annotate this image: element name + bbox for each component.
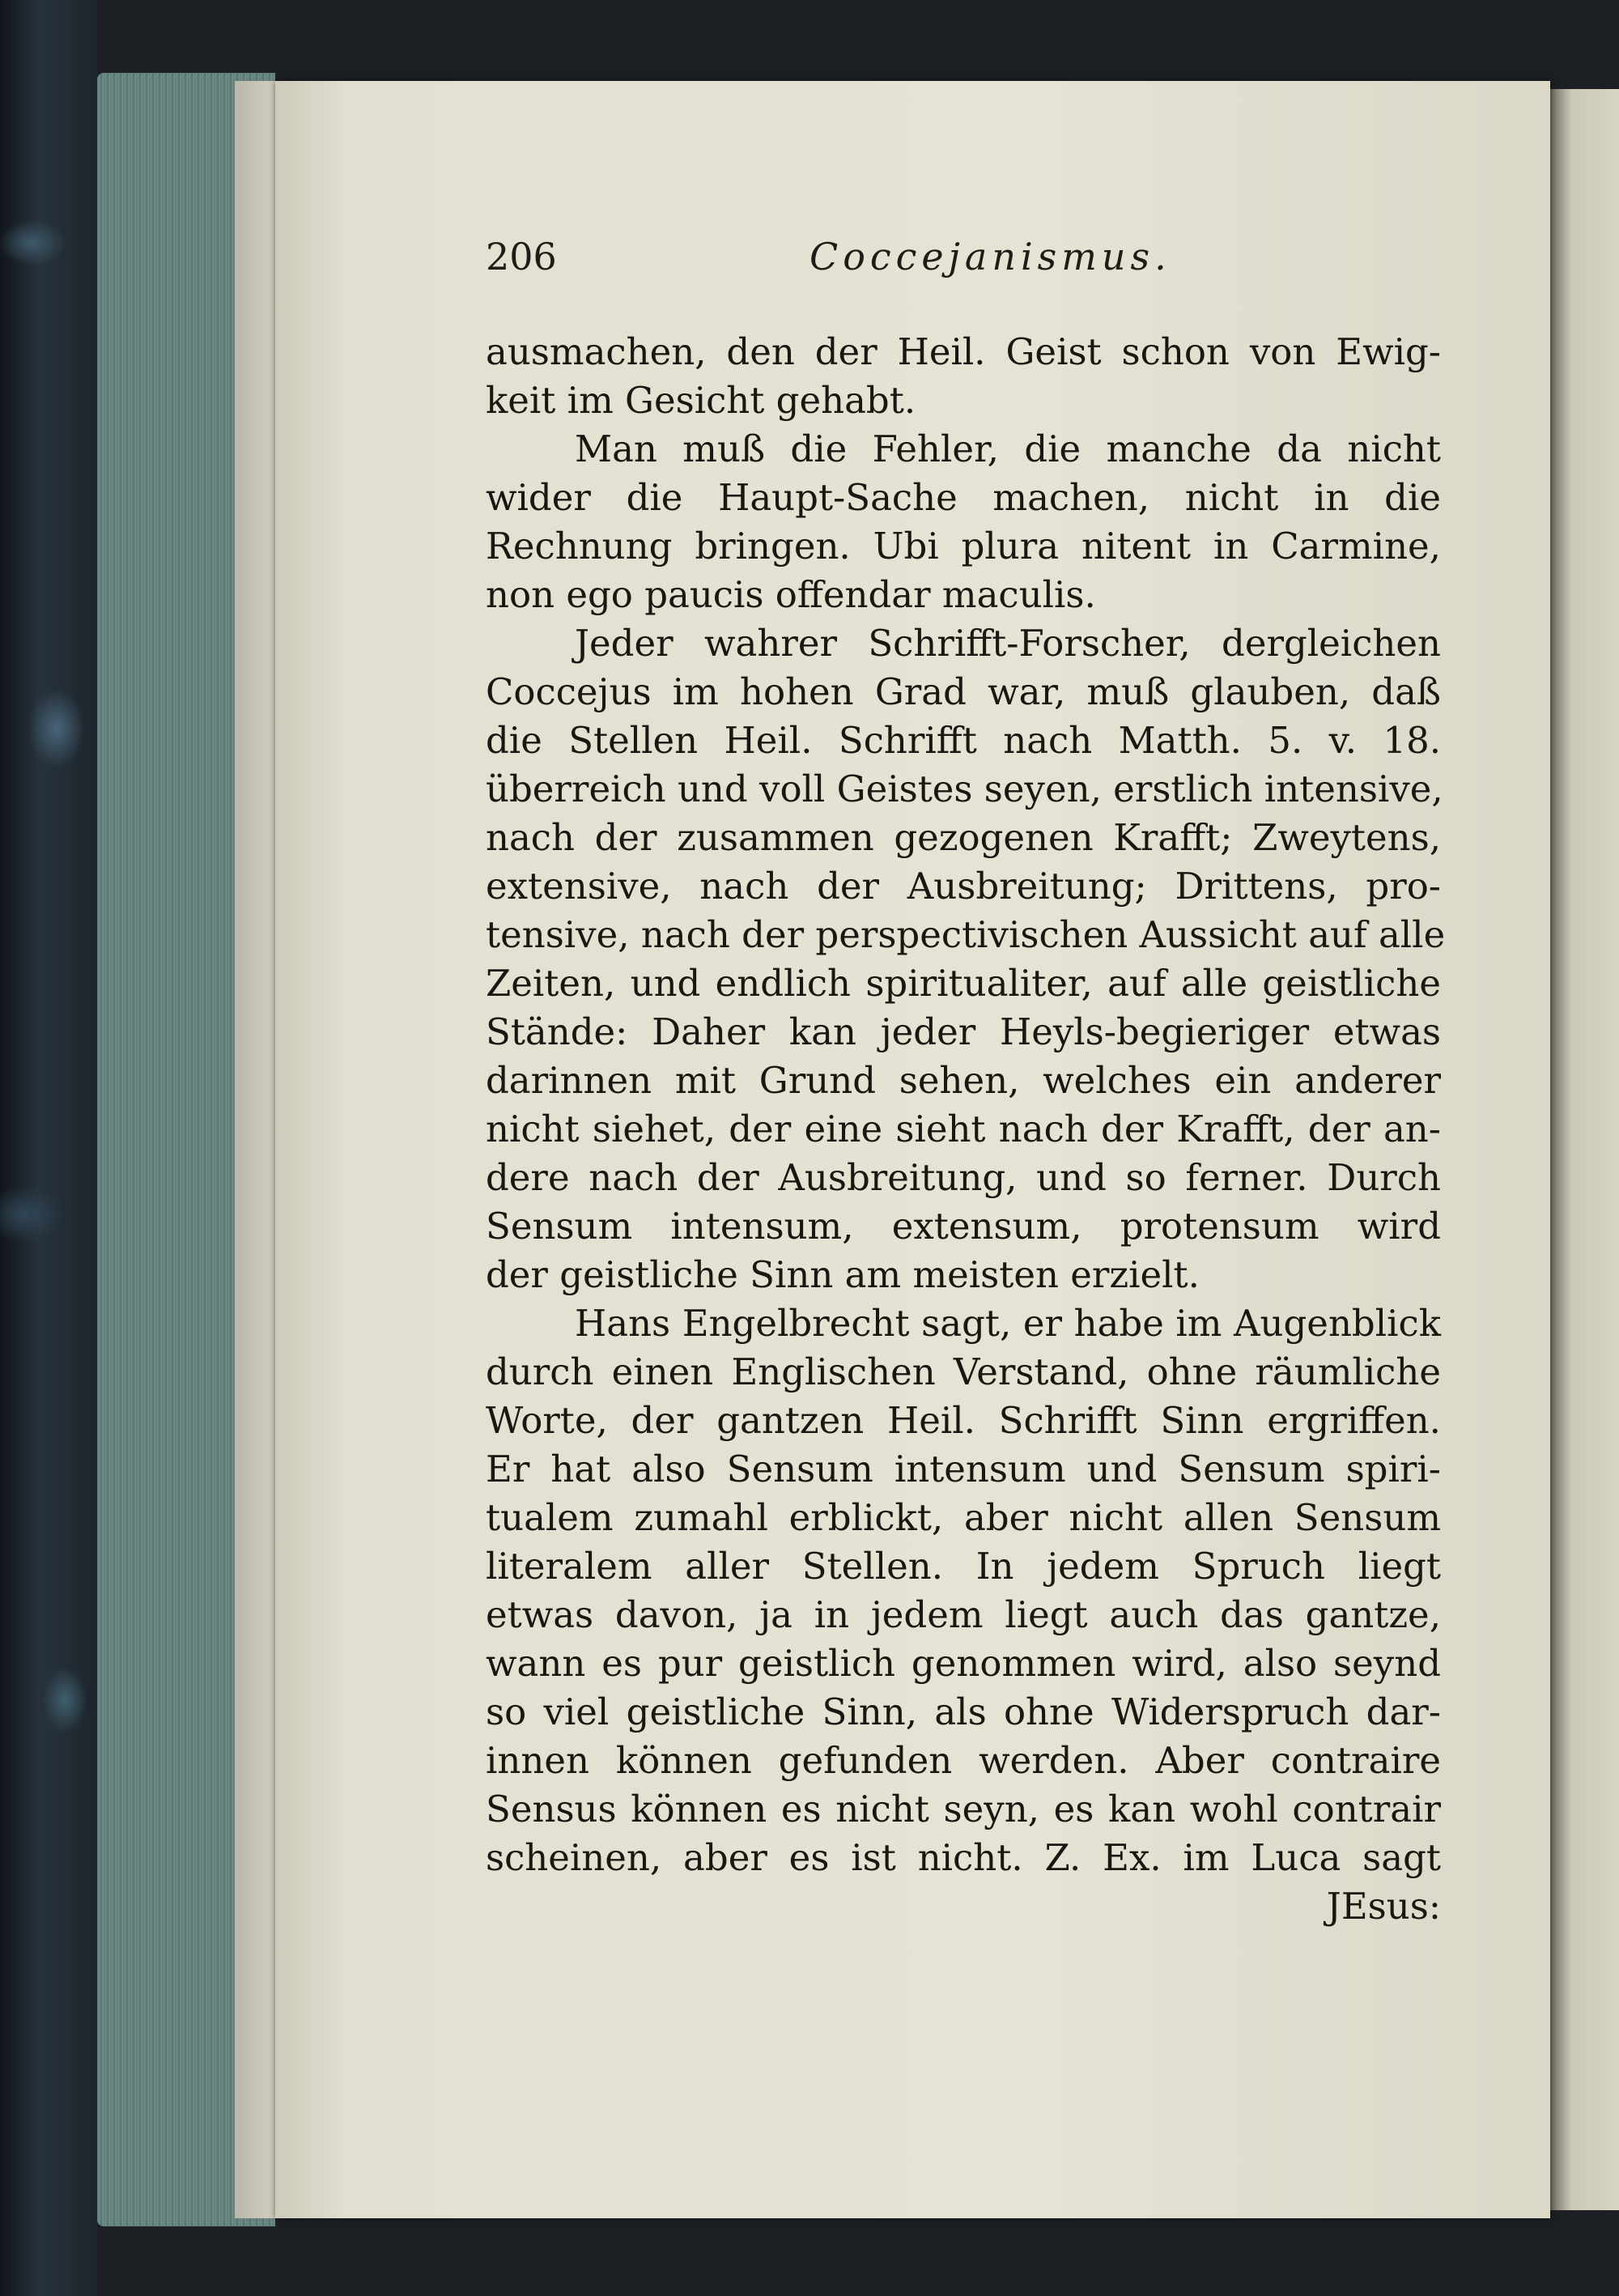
- text-line: nicht siehet, der eine sieht nach der Krafft, der an-: [486, 1108, 1441, 1150]
- body-text: [486, 328, 1446, 1931]
- text-line: Man muß die Fehler, die manche da nicht: [575, 427, 1441, 470]
- text-line: Worte, der gantzen Heil. Schrifft Sinn ergriffen.: [486, 1399, 1441, 1442]
- text-line: literalem aller Stellen. In jedem Spruch liegt: [486, 1545, 1441, 1588]
- facing-page-edge: [1550, 89, 1619, 2210]
- text-line: wider die Haupt-Sache machen, nicht in die: [486, 476, 1441, 519]
- text-line: extensive, nach der Ausbreitung; Drittens, pro-: [486, 865, 1441, 908]
- text-line: ausmachen, den der Heil. Geist schon von Ewig-: [486, 330, 1441, 373]
- text-line: so viel geistliche Sinn, als ohne Widerspruch dar-: [486, 1690, 1441, 1733]
- page-header: [486, 235, 1441, 283]
- text-line: nach der zusammen gezogenen Krafft; Zweytens,: [486, 816, 1441, 859]
- book-cover-edge: [0, 0, 97, 2296]
- text-line: innen können gefunden werden. Aber contraire: [486, 1739, 1441, 1782]
- catchword: JEsus:: [1326, 1885, 1441, 1928]
- page-number: 206: [486, 235, 557, 278]
- text-line: Coccejus im hohen Grad war, muß glauben, daß: [486, 670, 1441, 713]
- text-line: Sensus können es nicht seyn, es kan wohl contrair: [486, 1788, 1441, 1830]
- text-line: Stände: Daher kan jeder Heyls-begieriger etwas: [486, 1010, 1441, 1053]
- text-line: scheinen, aber es ist nicht. Z. Ex. im Luca sagt: [486, 1836, 1441, 1879]
- text-line: der geistliche Sinn am meisten erzielt.: [486, 1253, 1200, 1296]
- text-line: durch einen Englischen Verstand, ohne räumliche: [486, 1350, 1441, 1393]
- running-head: Coccejanismus.: [810, 235, 1171, 278]
- text-line: keit im Gesicht gehabt.: [486, 379, 916, 422]
- text-line: tualem zumahl erblickt, aber nicht allen Sensum: [486, 1496, 1441, 1539]
- text-line: die Stellen Heil. Schrifft nach Matth. 5. v. 18.: [486, 719, 1441, 762]
- text-line: etwas davon, ja in jedem liegt auch das gantze,: [486, 1593, 1441, 1636]
- text-line: dere nach der Ausbreitung, und so ferner. Durch: [486, 1156, 1441, 1199]
- text-line: Hans Engelbrecht sagt, er habe im Augenblick: [575, 1302, 1441, 1345]
- text-line: darinnen mit Grund sehen, welches ein anderer: [486, 1059, 1441, 1102]
- text-line: tensive, nach der perspectivischen Aussicht auf alle: [486, 913, 1446, 956]
- text-line: überreich und voll Geistes seyen, erstlich intensive,: [486, 767, 1443, 810]
- text-line: Jeder wahrer Schrifft-Forscher, dergleichen: [575, 622, 1441, 665]
- text-line: wann es pur geistlich genommen wird, also seynd: [486, 1642, 1441, 1685]
- text-line: Zeiten, und endlich spiritualiter, auf alle geistliche: [486, 962, 1441, 1005]
- text-line: non ego paucis offendar maculis.: [486, 573, 1096, 616]
- text-line: Sensum intensum, extensum, protensum wird: [486, 1205, 1441, 1248]
- text-line: Er hat also Sensum intensum und Sensum spiri-: [486, 1448, 1441, 1490]
- text-line: Rechnung bringen. Ubi plura nitent in Carmine,: [486, 525, 1441, 568]
